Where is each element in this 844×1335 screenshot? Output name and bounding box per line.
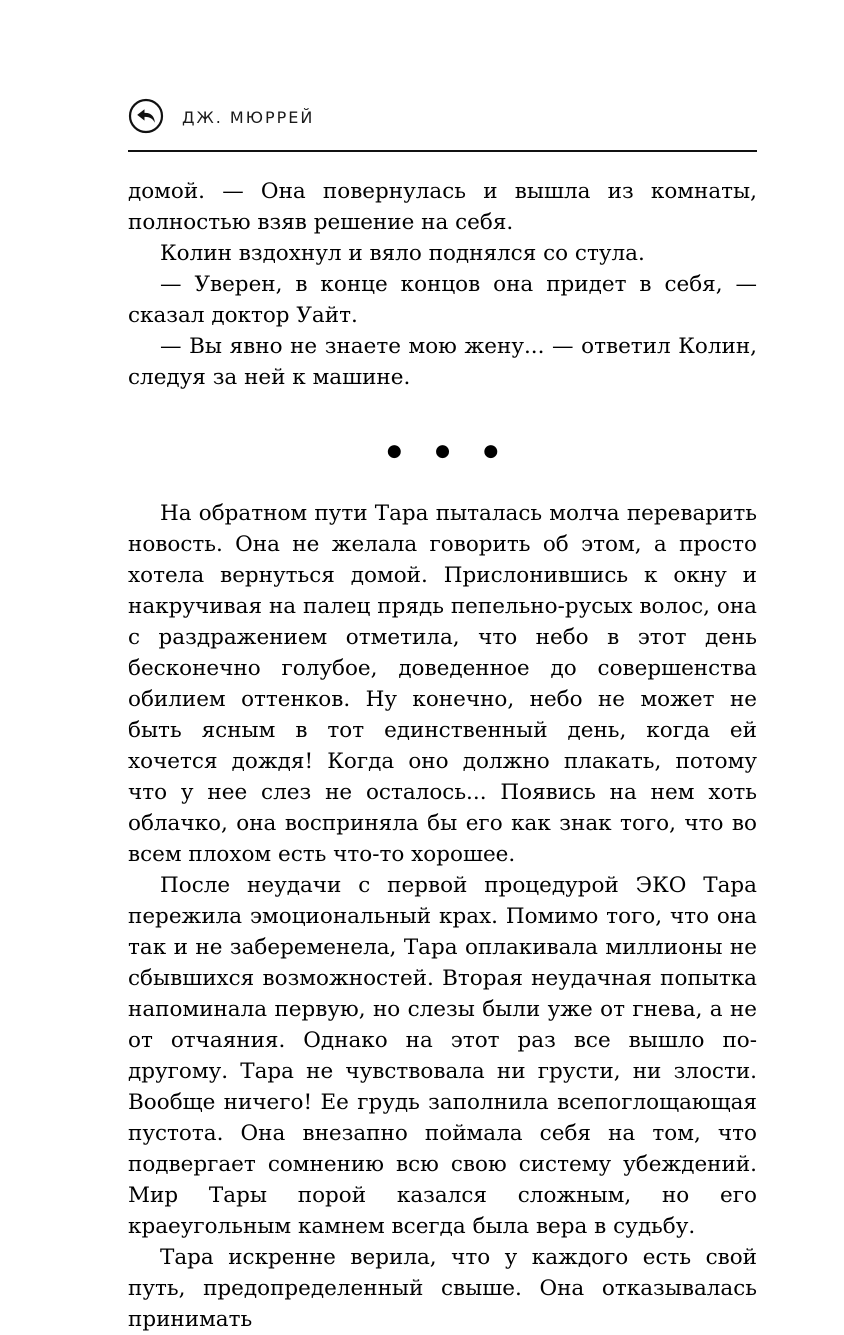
paragraph: — Уверен, в конце концов она придет в себя, — сказал доктор Уайт.	[128, 272, 757, 328]
page-text	[128, 176, 757, 1335]
reader-header	[128, 98, 757, 134]
paragraph: домой. — Она повернулась и вышла из комнаты, полностью взяв решение на себя.	[128, 179, 757, 235]
paragraph: Колин вздохнул и вяло поднялся со стула.	[160, 241, 645, 266]
paragraph: — Вы явно не знаете мою жену... — ответил Колин, следуя за ней к машине.	[128, 334, 757, 390]
paragraph: На обратном пути Тара пыталась молча переварить новость. Она не желала говорить об этом, а просто хотела вернуться домой. Прислонившись к окну и накручивая на палец прядь пепельно-русых волос, она с раздражением отметила, что небо в этот день бесконечно голубое, доведенное до совершенства обилием оттенков. Ну конечно, небо не может не быть ясным в тот единственный день, когда ей хочется дождя! Когда оно должно плакать, потому что у нее слез не осталось... Появись на нем хоть облачко, она восприняла бы его как знак того, что во всем плохом есть что-то хорошее.	[128, 501, 757, 867]
paragraph: После неудачи с первой процедурой ЭКО Тара пережила эмоциональный крах. Помимо того, что она так и не забеременела, Тара оплакивала миллионы не сбывшихся возможностей. Вторая неудачная попытка напоминала первую, но слезы были уже от гнева, а не от отчаяния. Однако на этот раз все вышло по-другому. Тара не чувствовала ни грусти, ни злости. Вообще ничего! Ее грудь заполнила всепоглощающая пустота. Она внезапно поймала себя на том, что подвергает сомнению всю свою систему убеждений. Мир Тары порой казался сложным, но его краеугольным камнем всегда была вера в судьбу.	[128, 873, 757, 1239]
header-divider	[128, 150, 757, 152]
running-title: ДЖ. МЮРРЕЙ	[182, 107, 315, 127]
scene-break-dots: ● ● ●	[386, 441, 499, 461]
back-reply-icon[interactable]	[128, 98, 164, 134]
paragraph: Тара искренне верила, что у каждого есть свой путь, предопределенный свыше. Она отказывалась принимать	[128, 1245, 757, 1332]
